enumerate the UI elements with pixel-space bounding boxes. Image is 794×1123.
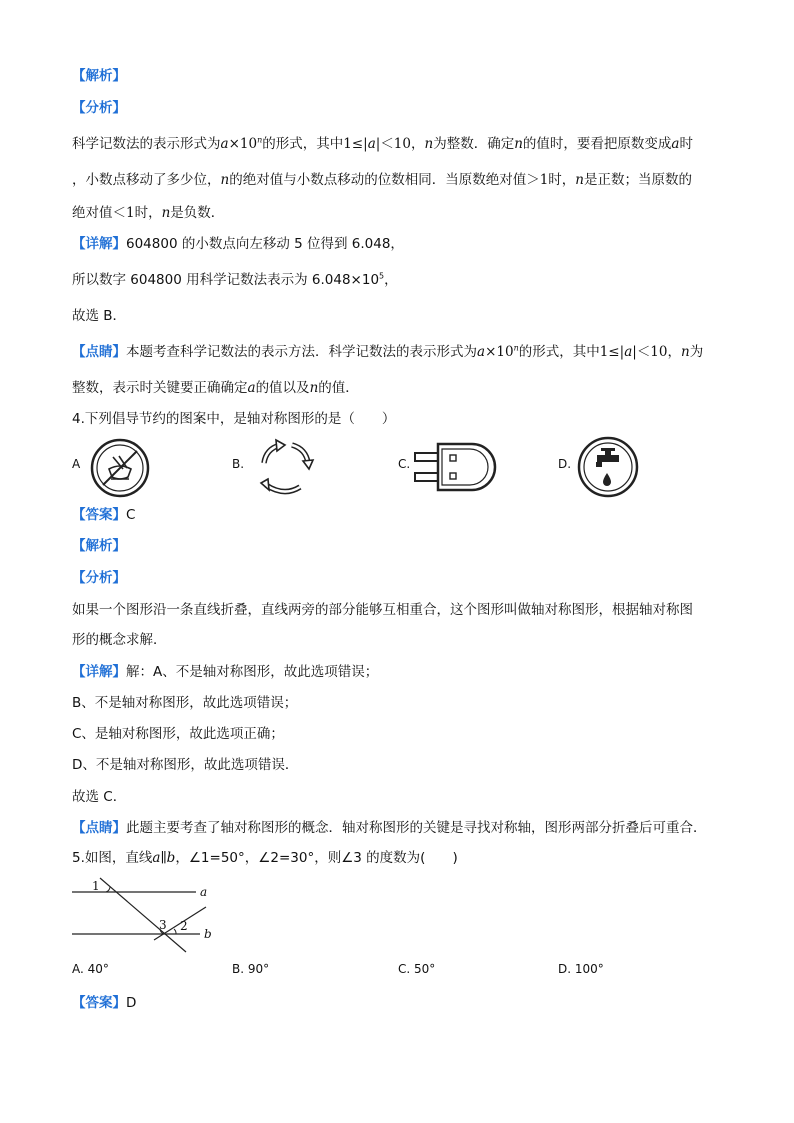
text: 的值．	[318, 380, 359, 396]
q4-option-a-label: A	[72, 457, 81, 471]
q3-detail-line-1	[72, 234, 404, 254]
q3-fenxi-line-3	[72, 203, 224, 223]
times10: ×10	[485, 344, 514, 360]
var-n: n	[575, 172, 584, 188]
q4-choose: 故选 C．	[72, 789, 127, 805]
var-n: n	[161, 205, 171, 221]
text: 时，	[548, 172, 576, 188]
exp-n: n	[257, 135, 263, 145]
text: 的形式，其中	[262, 136, 344, 152]
line-b-label: b	[204, 927, 212, 941]
var-a: a	[671, 136, 680, 152]
text: 所以数字 604800 用科学记数法表示为 6.048×10	[72, 272, 380, 288]
var-a: a	[624, 344, 633, 360]
q4-answer-line	[72, 505, 135, 525]
exp-n: n	[513, 343, 519, 353]
q5-option-a: A. 40°	[72, 962, 109, 976]
text: 本题考查科学记数法的表示方法．科学记数法的表示形式为	[126, 344, 477, 360]
angle-1-label: 1	[92, 879, 100, 893]
text: 此题主要考查了轴对称图形的概念．轴对称图形的关键是寻找对称轴，图形两部分折叠后可重合．	[126, 820, 707, 836]
dianjing-tag: 【点睛】	[72, 344, 126, 360]
q5-option-b: B. 90°	[232, 962, 270, 976]
no-waste-icon	[89, 437, 151, 499]
ineq-tail: ＜10，	[380, 136, 425, 152]
var-n: n	[220, 172, 230, 188]
var-n: n	[681, 344, 690, 360]
text: 的值时，要看把原数变成	[522, 136, 672, 152]
transversal	[100, 878, 186, 952]
parallel-expr: a∥b	[152, 850, 176, 866]
ineq-tail: ＜10，	[636, 344, 681, 360]
text: ，小数点移动了多少位，	[72, 172, 221, 188]
text: 解：A、不是轴对称图形，故此选项错误；	[126, 664, 379, 680]
jiexi-tag: 【解析】	[72, 538, 126, 554]
q4-detail-line-2: B、不是轴对称图形，故此选项错误；	[72, 695, 298, 711]
q3-dianjing-line-2	[72, 378, 359, 398]
text: 604800 的小数点向左移动 5 位得到 6.048，	[126, 236, 404, 252]
q3-detail-line-2	[72, 270, 398, 290]
text: 为	[689, 344, 704, 360]
gt1: ＞1	[526, 172, 549, 188]
text: 科学记数法的表示形式为	[72, 136, 221, 152]
q3-dianjing-line-1: 【点睛】本题考查科学记数法的表示方法．科学记数法的表示形式为$a\times 10^n$的形式，其中1≤|a|＜10，n为	[72, 343, 704, 360]
q5-stem	[72, 848, 458, 868]
q4-option-b-label: B.	[232, 457, 245, 471]
text: ，	[384, 272, 398, 288]
q4-fenxi-line-2: 形的概念求解．	[72, 632, 167, 648]
angle-2-arc	[174, 929, 176, 934]
var-a: a	[367, 136, 376, 152]
text: 时	[679, 136, 693, 152]
q4-dianjing	[72, 818, 707, 838]
text: 的形式，其中	[518, 344, 600, 360]
ineq-lead: 1≤	[599, 344, 620, 360]
power-plug-icon	[412, 440, 498, 494]
recycle-arrows-icon	[252, 437, 316, 499]
text: 时，	[134, 205, 162, 221]
text: 是负数．	[170, 205, 225, 221]
times10: ×10	[228, 136, 258, 152]
exp-5: 5	[379, 271, 385, 281]
q3-fenxi-line-2	[72, 170, 692, 190]
var-a: a	[220, 136, 229, 152]
q5-option-c: C. 50°	[398, 962, 436, 976]
var-a: a	[247, 380, 256, 396]
var-a: a	[477, 344, 486, 360]
q3-choose: 故选 B．	[72, 308, 127, 324]
q5-answer-line	[72, 993, 136, 1013]
parallel-lines-figure	[68, 874, 218, 954]
q4-fenxi-line-1: 如果一个图形沿一条直线折叠，直线两旁的部分能够互相重合，这个图形叫做轴对称图形，根据轴对称图	[72, 602, 693, 618]
text: 5.如图，直线	[72, 850, 153, 866]
dianjing-tag: 【点睛】	[72, 820, 126, 836]
text: 的绝对值与小数点移动的位数相同．当原数绝对值	[229, 172, 527, 188]
ineq-lead: 1≤	[343, 136, 364, 152]
xiangjie-tag: 【详解】	[72, 664, 126, 680]
q4-option-c-label: C.	[398, 457, 411, 471]
q3-fenxi-line-1: 科学记数法的表示形式为$a\times 10^n$的形式，其中1≤|a|＜10，n为整数．确定n的值时，要看把原数变成a时	[72, 135, 693, 152]
answer-value: D	[126, 995, 137, 1011]
lt1: ＜1	[112, 205, 135, 221]
var-n: n	[514, 136, 523, 152]
text: 整数，表示时关键要正确确定	[72, 380, 248, 396]
text: 的值以及	[255, 380, 310, 396]
fenxi-tag: 【分析】	[72, 100, 126, 116]
var-n: n	[424, 136, 434, 152]
water-faucet-icon	[576, 435, 640, 499]
text: ，∠1=50°，∠2=30°，则∠3 的度数为( )	[175, 850, 458, 866]
q4-detail-line-3: C、是轴对称图形，故此选项正确；	[72, 726, 284, 742]
var-n: n	[309, 380, 319, 396]
angle-2-label: 2	[180, 919, 188, 933]
fenxi-tag: 【分析】	[72, 570, 126, 586]
answer-tag: 【答案】	[72, 507, 126, 523]
answer-tag: 【答案】	[72, 995, 126, 1011]
answer-value: C	[126, 507, 136, 523]
q4-detail-line-4: D、不是轴对称图形，故此选项错误．	[72, 757, 299, 773]
text: 绝对值	[72, 205, 113, 221]
text: 为整数．确定	[433, 136, 515, 152]
xiangjie-tag: 【详解】	[72, 236, 126, 252]
q4-option-d-label: D.	[558, 457, 572, 471]
line-a-label: a	[200, 885, 208, 899]
q4-stem: 4.下列倡导节约的图案中，是轴对称图形的是（ ）	[72, 411, 396, 427]
angle-1-arc	[106, 887, 110, 892]
jiexi-tag: 【解析】	[72, 68, 126, 84]
angle-3-label: 3	[159, 918, 167, 932]
text: 是正数；当原数的	[584, 172, 692, 188]
q4-detail-line-1	[72, 662, 378, 682]
q5-option-d: D. 100°	[558, 962, 604, 976]
